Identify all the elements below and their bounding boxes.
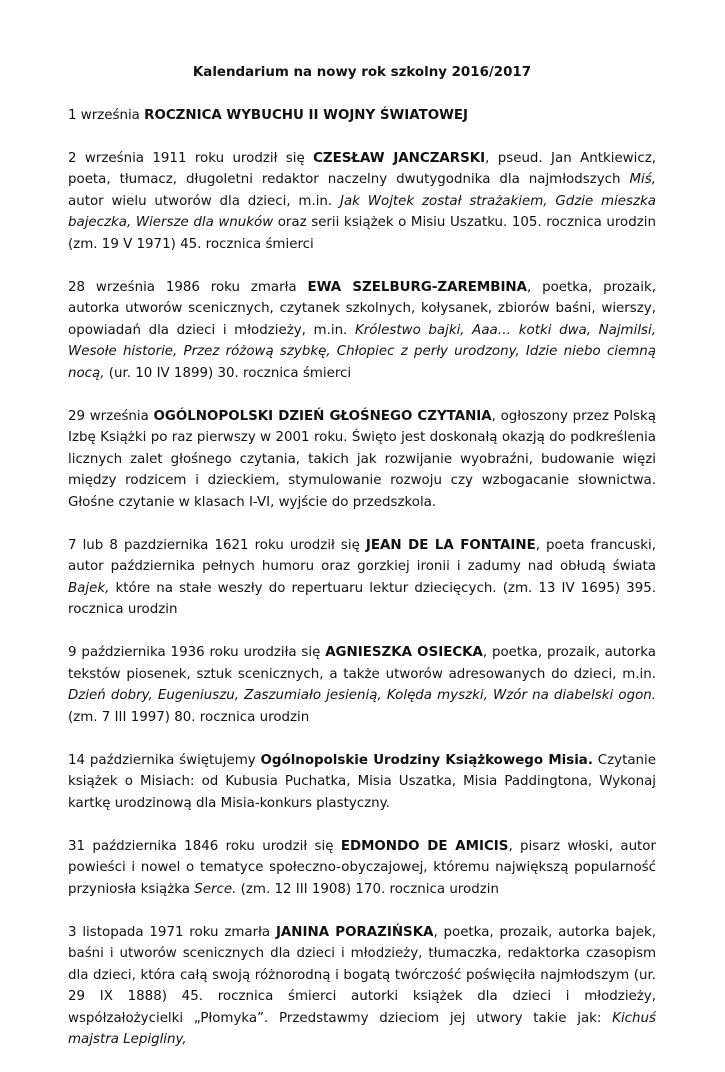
entry-name: JEAN DE LA FONTAINE <box>365 537 536 553</box>
entry-text: , ogłoszony przez Polską Izbę Książki po raz pierwszy w 2001 roku. Święto jest doskonałą okazją do podkreślenia licznych zalet głośnego czytania, takich jak rozwijanie wyobraźni, budowanie więzi między rodzicem i dzieckiem, stymulowanie rozwoju czy wzbogacanie słownictwa. Głośne czytanie w klasach I-VI, wyjście do przedszkola. <box>68 408 656 510</box>
entry-works: Królestwo bajki, Aaa… kotki dwa, Najmilsi, Wesołe historie, Przez różową szybkę, Chłopiec z perły urodzony, Idzie niebo ciemną nocą, <box>68 322 656 381</box>
entry-text: , pseud. Jan Antkiewicz, poeta, tłumacz, długoletni redaktor naczelny dwutygodnika dla najmłodszych <box>68 150 657 187</box>
entry-tail: oraz serii książek o Misiu Uszatku. 105. rocznica urodzin (zm. 19 V 1971) 45. rocznica śmierci <box>68 215 656 252</box>
entry-tail: (zm. 12 III 1908) 170. rocznica urodzin <box>236 881 499 897</box>
entry-war-anniversary <box>68 105 656 127</box>
entry-magazine: Miś, <box>629 172 656 187</box>
entry-date: 1 września <box>68 107 145 123</box>
page-title: Kalendarium na nowy rok szkolny 2016/2017 <box>192 65 532 80</box>
entry-osiecka <box>68 642 656 728</box>
entry-date: 9 października 1936 roku urodziła się <box>68 645 326 660</box>
entry-date: 29 września <box>68 408 154 424</box>
entry-works: Dzień dobry, Eugeniuszu, Zaszumiało jesienią, Kolęda myszki, Wzór na diabelski ogon. <box>68 688 656 703</box>
entry-tail: (ur. 10 IV 1899) 30. rocznica śmierci <box>104 365 352 381</box>
entry-text: , poetka, prozaik, autorka bajek, baśni i utworów scenicznych dla dzieci i młodzieży, tłumaczka, redaktorka czasopism dla dzieci, która całą swoją różnorodną i bogatą twórczość poświęciła najmłodszym (ur. 29 IX 1888) 45. rocznica śmierci autorki książek dla dzieci i młodzieży, współzałożycielki „Płomyka”. Przedstawmy dzieciom jej utwory takie jak: <box>68 924 657 1026</box>
entry-la-fontaine <box>68 535 656 621</box>
entry-date: 28 września 1986 roku zmarła <box>68 279 308 295</box>
entry-name: AGNIESZKA OSIECKA <box>325 645 483 660</box>
entry-date: 2 września 1911 roku urodził się <box>68 150 314 166</box>
entry-name: Ogólnopolskie Urodziny Książkowego Misia. <box>260 752 593 768</box>
entry-date: 31 października 1846 roku urodził się <box>68 838 341 854</box>
entry-date: 14 października świętujemy <box>68 752 261 768</box>
entry-janczarski <box>68 148 656 256</box>
entry-text: autor wielu utworów dla dzieci, m.in. <box>68 193 341 209</box>
entry-name: OGÓLNOPOLSKI DZIEŃ GŁOŚNEGO CZYTANIA <box>153 408 492 424</box>
entry-text: , pisarz włoski, autor powieści i nowel o tematyce społeczno-obyczajowej, któremu największą popularność przyniosła książka <box>68 838 657 897</box>
entry-works: Bajek, <box>68 580 110 596</box>
entry-works: Kichuś majstra Lepigliny, <box>68 1010 656 1047</box>
entry-date: 3 listopada 1971 roku zmarła <box>68 924 276 940</box>
entry-tail: które na stałe weszły do repertuaru lektur dziecięcych. (zm. 13 IV 1695) 395. rocznica urodzin <box>68 580 656 617</box>
entry-name: JANINA PORAZIŃSKA <box>275 924 434 940</box>
entry-name: EWA SZELBURG-ZAREMBINA <box>307 279 528 295</box>
entry-works: Serce. <box>194 881 237 897</box>
entry-works: Jak Wojtek został strażakiem, Gdzie mieszka bajeczka, Wiersze dla wnuków <box>68 193 656 230</box>
document-page <box>68 62 656 1072</box>
entry-porazinska <box>68 922 656 1051</box>
entry-text: Czytanie książek o Misiach: od Kubusia Puchatka, Misia Uszatka, Misia Paddingtona, Wykonaj kartkę urodzinową dla Misia-konkurs plastyczny. <box>68 752 656 811</box>
entry-tail: (zm. 7 III 1997) 80. rocznica urodzin <box>68 709 310 725</box>
entry-date: 7 lub 8 pazdziernika 1621 roku urodził się <box>68 537 366 553</box>
entry-name: ROCZNICA WYBUCHU II WOJNY ŚWIATOWEJ <box>144 107 469 123</box>
entry-name: EDMONDO DE AMICIS <box>340 838 509 854</box>
entry-name: CZESŁAW JANCZARSKI <box>313 150 486 166</box>
entry-de-amicis <box>68 836 656 901</box>
entry-szelburg-zarembina <box>68 277 656 385</box>
entry-reading-day <box>68 406 656 514</box>
entry-text: , poeta francuski, autor października pełnych humoru oraz gorzkiej ironii i zadumy nad obłudą świata <box>68 537 656 574</box>
entry-text: , poetka, prozaik, autorka tekstów piosenek, sztuk scenicznych, a także utworów adresowanych do dzieci, m.in. <box>68 645 656 682</box>
entry-text: , poetka, prozaik, autorka utworów scenicznych, czytanek szkolnych, kołysanek, zbiorów baśni, wierszy, opowiadań dla dzieci i młodzieży, m.in. <box>68 279 656 338</box>
entry-teddy-bear-day <box>68 750 656 815</box>
